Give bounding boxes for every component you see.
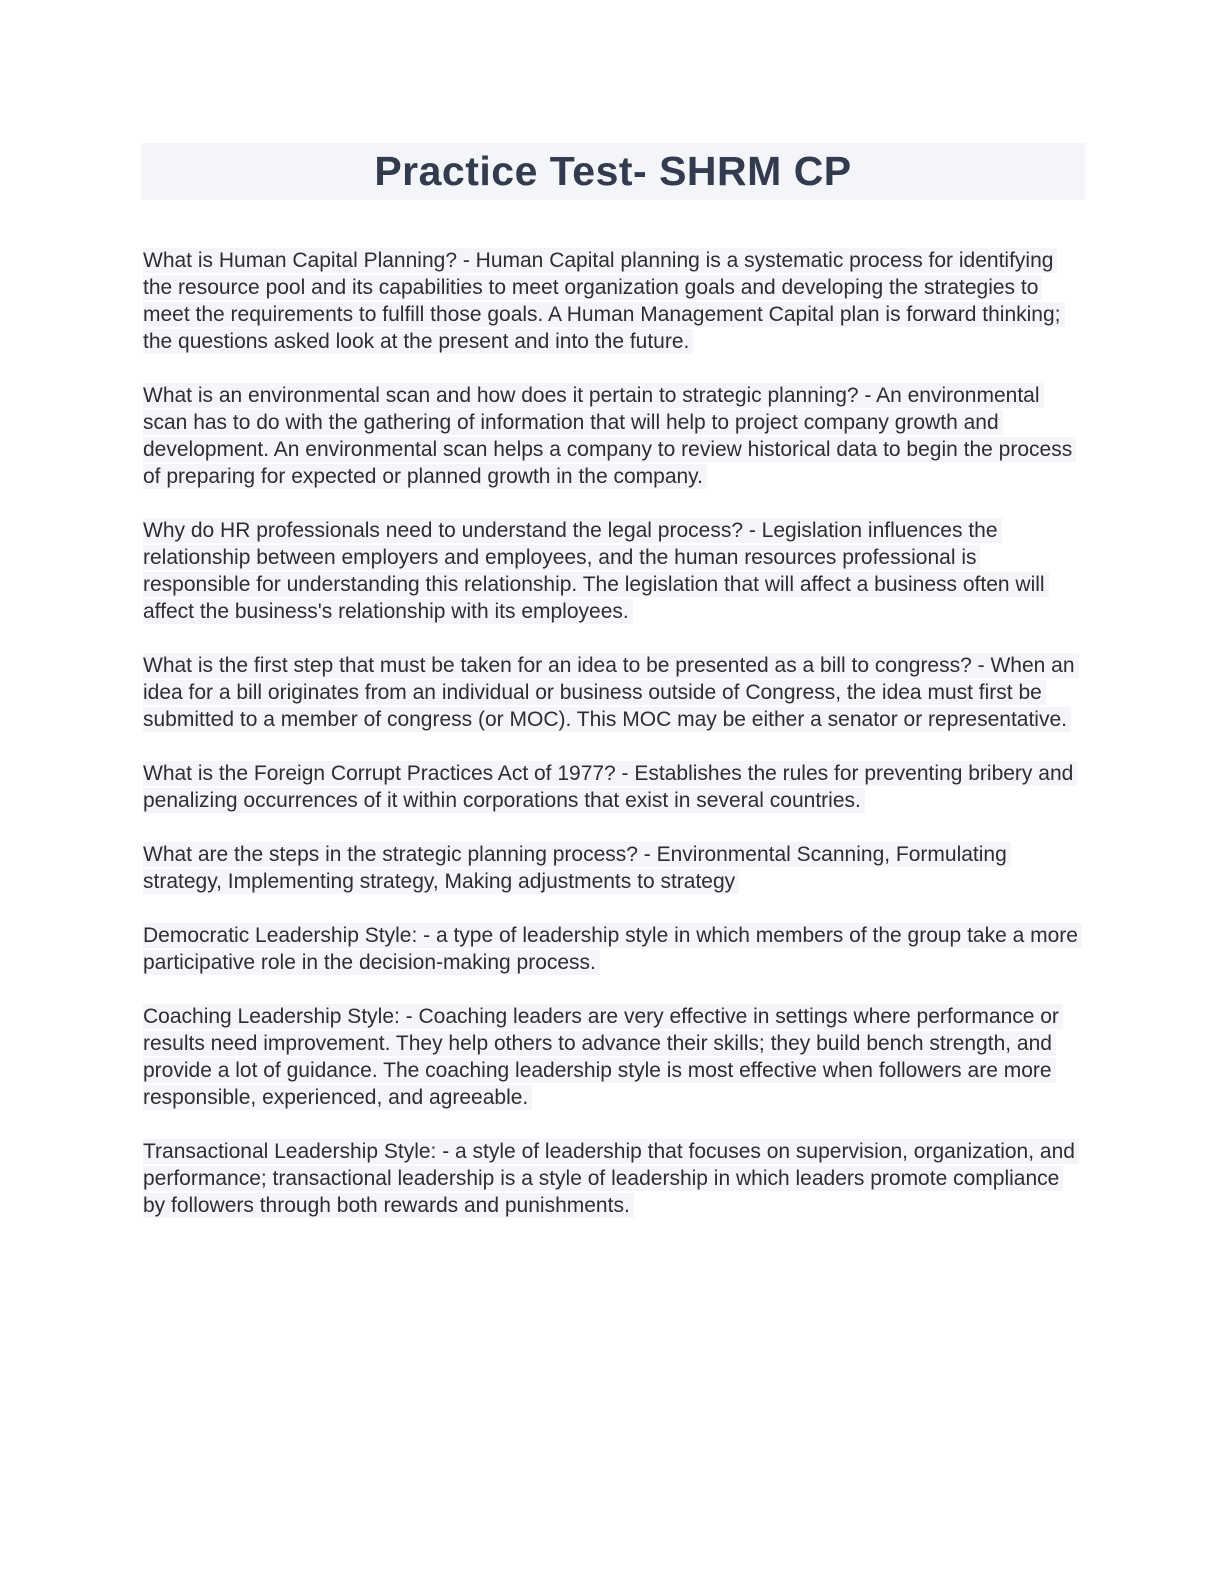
qa-paragraph: [143, 247, 1086, 355]
qa-text: What are the steps in the strategic planning process? - Environmental Scanning, Formulating strategy, Implementing strategy, Making adjustments to strategy: [143, 842, 1011, 894]
qa-paragraph: [143, 1003, 1086, 1111]
qa-paragraph: [143, 652, 1086, 733]
qa-text: Why do HR professionals need to understand the legal process? - Legislation influences the relationship between employers and employees, and the human resources professional is responsible for understanding this relationship. The legislation that will affect a business often will affect the business's relationship with its employees.: [143, 518, 1049, 624]
qa-paragraph: [143, 760, 1086, 814]
qa-paragraph: [143, 517, 1086, 625]
page-title: Practice Test- SHRM CP: [374, 148, 852, 194]
qa-paragraph: [143, 1138, 1086, 1219]
qa-text: Coaching Leadership Style: - Coaching leaders are very effective in settings where performance or results need improvement. They help others to advance their skills; they build bench strength, and provide a lot of guidance. The coaching leadership style is most effective when followers are more responsible, experienced, and agreeable.: [143, 1004, 1063, 1110]
qa-text: Democratic Leadership Style: - a type of leadership style in which members of the group take a more participative role in the decision-making process.: [143, 923, 1082, 975]
qa-text: What is an environmental scan and how does it pertain to strategic planning? - An environmental scan has to do with the gathering of information that will help to project company growth and development. An environmental scan helps a company to review historical data to begin the process of preparing for expected or planned growth in the company.: [143, 383, 1076, 489]
qa-paragraph: [143, 841, 1086, 895]
header-bar: [141, 143, 1085, 200]
qa-paragraph: [143, 382, 1086, 490]
qa-text: Transactional Leadership Style: - a style of leadership that focuses on supervision, organization, and performance; transactional leadership is a style of leadership in which leaders promote compliance by followers through both rewards and punishments.: [143, 1139, 1079, 1218]
qa-text: What is the Foreign Corrupt Practices Act of 1977? - Establishes the rules for preventing bribery and penalizing occurrences of it within corporations that exist in several countries.: [143, 761, 1077, 813]
qa-paragraph: [143, 922, 1086, 976]
qa-text: What is the first step that must be taken for an idea to be presented as a bill to congress? - When an idea for a bill originates from an individual or business outside of Congress, the idea must first be submitted to a member of congress (or MOC). This MOC may be either a senator or representative.: [143, 653, 1079, 732]
qa-text: What is Human Capital Planning? - Human Capital planning is a systematic process for identifying the resource pool and its capabilities to meet organization goals and developing the strategies to meet the requirements to fulfill those goals. A Human Management Capital plan is forward thinking; the questions asked look at the present and into the future.: [143, 248, 1065, 354]
document-body: [143, 247, 1086, 1246]
